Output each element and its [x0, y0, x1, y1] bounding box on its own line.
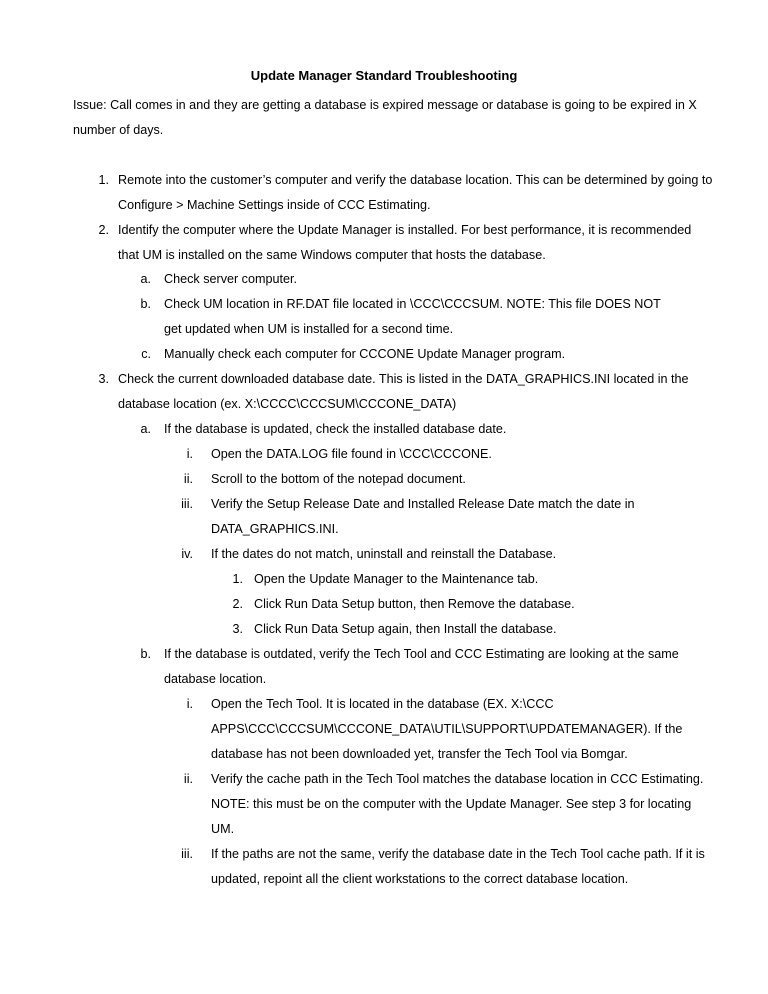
list-roman: iii. [181, 847, 193, 861]
list-letter: c. [141, 347, 151, 361]
list-number: 3. [232, 622, 243, 636]
list-text: Click Run Data Setup again, then Install the database. [254, 622, 557, 636]
list-roman: i. [186, 697, 193, 711]
list-number: 1. [98, 173, 109, 187]
document-title: Update Manager Standard Troubleshooting [250, 68, 518, 83]
list-roman: ii. [183, 772, 193, 786]
issue-paragraph: Issue: Call comes in and they are getting a database is expired message or database is going to be expired in X number of days. [73, 98, 697, 137]
list-letter: b. [140, 297, 151, 311]
list-roman: iii. [181, 497, 193, 511]
list-letter: a. [140, 272, 151, 286]
list-text: Check the current downloaded database date. This is listed in the DATA_GRAPHICS.INI located in the database location (ex. X:\CCCC\CCCSUM\CCCONE_DATA) [118, 372, 689, 411]
list-text: Check server computer. [164, 272, 297, 286]
list-roman: i. [186, 447, 193, 461]
list-text: If the database is updated, check the installed database date. [164, 422, 507, 436]
list-letter: a. [140, 422, 151, 436]
list-text: Verify the Setup Release Date and Installed Release Date match the date in DATA_GRAPHICS.INI. [211, 497, 635, 536]
list-text: Verify the cache path in the Tech Tool matches the database location in CCC Estimating. NOTE: this must be on the computer with the Update Manager. See step 3 for locating UM. [211, 772, 704, 836]
list-text: Check UM location in RF.DAT file located in \CCC\CCCSUM. NOTE: This file DOES NOT get updated when UM is installed for a second time. [164, 297, 661, 336]
list-number: 2. [98, 223, 109, 237]
list-text: Identify the computer where the Update Manager is installed. For best performance, it is recommended that UM is installed on the same Windows computer that hosts the database. [118, 223, 692, 262]
list-text: Click Run Data Setup button, then Remove the database. [254, 597, 575, 611]
list-number: 2. [232, 597, 243, 611]
list-text: Open the Tech Tool. It is located in the database (EX. X:\CCC APPS\CCC\CCCSUM\CCCONE_DATA\UTIL\SUPPORT\UPDATEMANAGER). If the database has not been downloaded yet, transfer the Tech Tool via Bomgar. [211, 697, 683, 761]
list-text: Open the Update Manager to the Maintenance tab. [254, 572, 539, 586]
list-number: 1. [232, 572, 243, 586]
list-number: 3. [98, 372, 109, 386]
list-text: Manually check each computer for CCCONE Update Manager program. [164, 347, 566, 361]
list-text: Scroll to the bottom of the notepad document. [211, 472, 466, 486]
list-roman: ii. [183, 472, 193, 486]
list-letter: b. [140, 647, 151, 661]
list-text: Open the DATA.LOG file found in \CCC\CCCONE. [211, 447, 492, 461]
list-text: If the dates do not match, uninstall and reinstall the Database. [211, 547, 557, 561]
list-roman: iv. [181, 547, 193, 561]
list-text: Remote into the customer’s computer and verify the database location. This can be determined by going to Configure > Machine Settings inside of CCC Estimating. [118, 173, 713, 212]
list-text: If the database is outdated, verify the Tech Tool and CCC Estimating are looking at the same database location. [164, 647, 679, 686]
list-text: If the paths are not the same, verify the database date in the Tech Tool cache path. If it is updated, repoint all the client workstations to the correct database location. [211, 847, 705, 886]
